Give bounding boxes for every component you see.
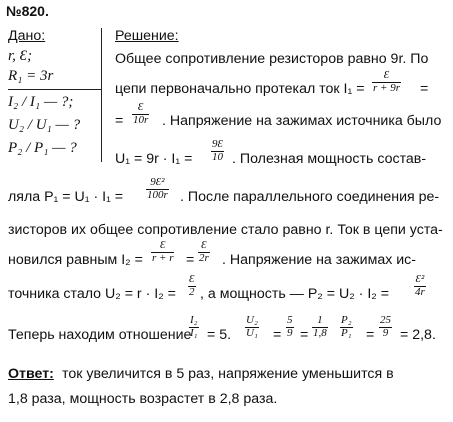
solution-line-14: Теперь находим отношение: [8, 327, 192, 343]
solution-line-12: точника стало U₂ = r · I₂ =: [8, 286, 176, 302]
solution-line-11: . Напряжение на зажимах ис-: [222, 252, 416, 268]
solution-line-6: . Полезная мощность состав-: [232, 151, 427, 167]
given-heading: Дано:: [8, 28, 46, 44]
fraction-4: 9Ɛ² 100r: [147, 176, 168, 201]
solution-line-5: U₁ = 9r · I₁ =: [115, 151, 193, 167]
equals-sign-1: =: [420, 81, 429, 97]
solution-heading: Решение:: [115, 28, 179, 44]
fraction-7: Ɛ 2: [189, 273, 195, 298]
ratio-current-value: = 5.: [207, 327, 232, 343]
given-line-2: R₁ = 3r: [8, 68, 54, 84]
fraction-8: Ɛ² 4r: [415, 273, 425, 298]
fraction-1: Ɛ r + 9r: [373, 69, 400, 94]
solution-line-3: =: [115, 113, 124, 129]
find-line-2: U₂ / U₁ — ?: [8, 117, 81, 133]
problem-number: №820.: [6, 3, 49, 19]
fraction-9: I₂ I₁: [190, 314, 198, 339]
equals-sign-3: =: [273, 327, 282, 343]
equals-sign-4: =: [300, 327, 309, 343]
answer-label: Ответ:: [8, 366, 54, 382]
find-line-3: P₂ / P₁ — ?: [8, 140, 77, 156]
find-line-1: I₂ / I₁ — ?;: [8, 94, 74, 110]
solution-line-10: новился равным I₂ =: [8, 252, 143, 268]
answer-line-2: 1,8 раза, мощность возрастет в 2,8 раза.: [8, 391, 278, 407]
solution-line-4: . Напряжение на зажимах источника было: [162, 113, 442, 129]
fraction-6: Ɛ 2r: [199, 239, 209, 264]
fraction-10: U₂ U₁: [246, 314, 258, 339]
solution-line-7: ляла P₁ = U₁ · I₁ =: [8, 189, 124, 205]
solution-line-8: . После параллельного соединения ре-: [180, 189, 440, 205]
solution-line-13: , а мощность — P₂ = U₂ · I₂ =: [200, 286, 389, 302]
fraction-13: P₂ P₁: [341, 314, 352, 339]
answer-line-1: ток увеличится в 5 раз, напряжение уменьшится в: [62, 366, 394, 382]
fraction-12: 1 1,8: [313, 314, 327, 339]
given-line-1: r, Ɛ;: [8, 48, 33, 64]
fraction-14: 25 9: [380, 314, 391, 339]
fraction-2: Ɛ 10r: [133, 101, 149, 126]
fraction-3: 9Ɛ 10: [212, 138, 223, 163]
given-vertical-divider: [101, 28, 102, 162]
fraction-11: 5 9: [287, 314, 293, 339]
solution-line-2: цепи первоначально протекал ток I₁ =: [115, 81, 365, 97]
solution-line-9: зисторов их общее сопротивление стало равно r. Ток в цепи уста-: [8, 222, 443, 238]
ratio-power-value: = 2,8.: [400, 327, 436, 343]
equals-sign-5: =: [366, 327, 375, 343]
equals-sign-2: =: [186, 252, 195, 268]
fraction-5: Ɛ r + r: [152, 239, 174, 264]
solution-line-1: Общее сопротивление резисторов равно 9r. По: [115, 51, 429, 67]
given-divider: [8, 89, 102, 90]
